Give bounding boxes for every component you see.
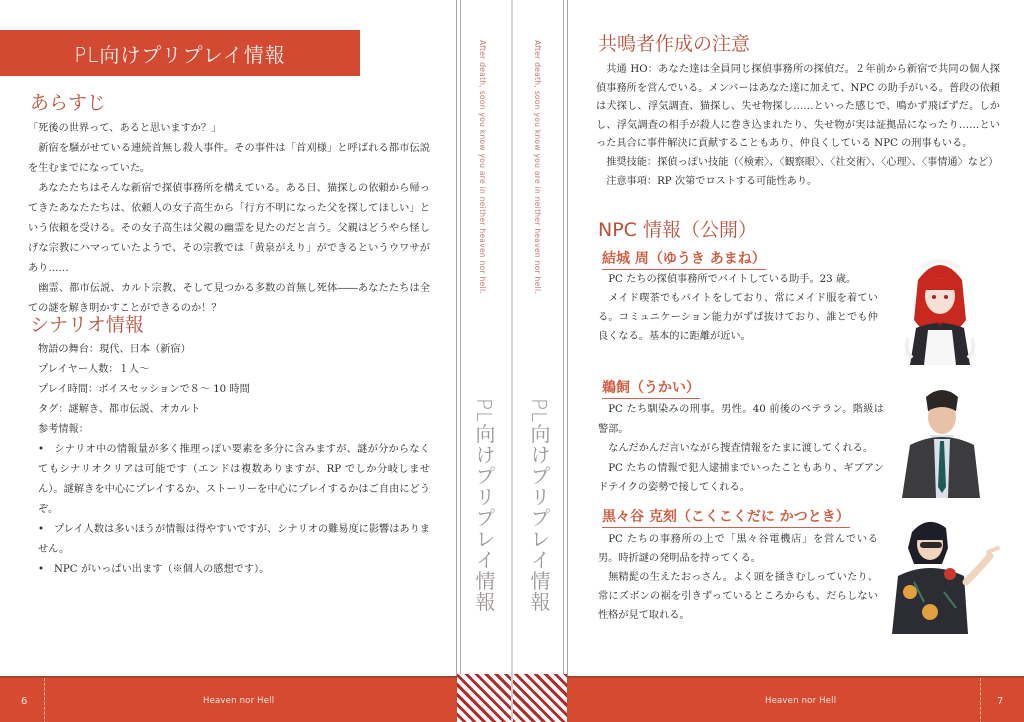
scenario-heading: シナリオ情報 — [30, 314, 144, 336]
bullet-dot-icon: • — [38, 564, 45, 575]
footer-divider — [44, 678, 45, 722]
page-title-bar: PL向けプリプレイ情報 — [0, 30, 360, 76]
detective-man-portrait — [890, 383, 990, 498]
page-gutter-divider — [511, 0, 513, 722]
left-page-number: 6 — [21, 696, 28, 707]
scenario-info — [38, 340, 430, 440]
npc-name-kokukokudani: 黒々谷 克刻（こくこくだに かつとき） — [602, 506, 850, 528]
synopsis-heading: あらすじ — [30, 92, 107, 114]
scenario-play-time: プレイ時間：ボイスセッションで８～ 10 時間 — [38, 384, 250, 395]
scenario-setting: 物語の舞台：現代、日本（新宿） — [38, 344, 191, 355]
spine-title: PL向けプリプレイ情報 — [472, 398, 496, 613]
recommended-skills: 推奨技能：探偵っぽい技能（〈検索〉、〈観察眼〉、〈社交術〉、〈心理〉、〈事情通〉など） — [606, 156, 999, 168]
spine-title: PL向けプリプレイ情報 — [527, 398, 551, 613]
scenario-tags: タグ：謎解き、都市伝説、オカルト — [38, 404, 201, 415]
bullet-item: • NPC がいっぱい出ます（※個人の感想です）。 — [38, 564, 270, 575]
bullet-item: • プレイ人数は多いほうが情報は得やすいですが、シナリオの難易度に影響はありません。 — [38, 524, 430, 555]
investigator-notes-heading: 共鳴者作成の注意 — [598, 33, 751, 55]
caution-notes: 注意事項：RP 次第でロストする可能性あり。 — [606, 175, 818, 187]
right-page-number: 7 — [997, 696, 1004, 707]
npc-name-ukai: 鵜飼（うかい） — [602, 377, 700, 399]
synopsis-paragraph: 新宿を騒がせている連続首無し殺人事件。その事件は「首刈様」と呼ばれる都市伝説を生むまでになっていた。 — [28, 143, 430, 174]
spine-right-panel — [512, 0, 568, 676]
reference-bullet-list — [38, 440, 430, 580]
footer-left-label: Heaven nor Hell — [203, 696, 275, 706]
synopsis-quote: 「死後の世界って、あると思いますか？」 — [28, 123, 222, 134]
aloha-shirt-man-portrait — [884, 512, 1004, 634]
npc-description-kokukokudani: PC たちの事務所の上で「黒々谷電機店」を営んでいる男。時折謎の発明品を持ってくる。 無精髭の生えたおっさん。よく頭を掻きむしっていたり、常にズボンの裾を引きずっているところからも、だらしない性格が見て取れる。 — [598, 534, 878, 621]
npc-section-heading: NPC 情報（公開） — [598, 219, 757, 241]
synopsis-paragraph: あなたたちはそんな新宿で探偵事務所を構えている。ある日、猫探しの依頼から帰ってきたあなたたちは、依頼人の女子高生から「行方不明になった父を探してほしい」という依頼を受ける。その女子高生は父親の幽霊を見たのだと言う。父親はどうやら怪しげな宗教にハマっていたようで、その宗教では「黄泉がえり」ができるというウワサがあり…… — [28, 183, 430, 274]
synopsis-body — [28, 119, 430, 319]
npc-name-yuuki: 結城 周（ゆうき あまね） — [602, 248, 766, 270]
npc-description-yuuki: PC たちの探偵事務所でバイトしている助手。23 歳。 メイド喫茶でもバイトをしており、常にメイド服を着ている。コミュニケーション能力がずば抜けており、誰とでも仲良くなる。基本的に距離が近い。 — [598, 274, 878, 342]
scenario-player-count: プレイヤー人数：１人～ — [38, 364, 150, 375]
left-page — [0, 0, 456, 676]
investigator-notes-body — [596, 61, 1000, 191]
maid-girl-portrait — [890, 250, 990, 365]
right-page — [568, 0, 1024, 676]
spine-tagline: After death, soon you know you are in neither heaven nor hell. — [533, 40, 542, 295]
bullet-dot-icon: • — [38, 524, 45, 535]
spine-left-panel — [456, 0, 512, 676]
footer-right-label: Heaven nor Hell — [765, 696, 837, 706]
npc-description-ukai: PC たち馴染みの刑事。男性。40 前後のベテラン。階級は警部。 なんだかんだ言いながら捜査情報をたまに渡してくれる。 PC たちの情報で犯人逮捕までいったこともあり、ギブアンドテイクの姿勢で接してくれる。 — [598, 404, 884, 493]
synopsis-paragraph: 幽霊、都市伝説、カルト宗教、そして見つかる多数の首無し死体――あなたたちは全ての謎を解き明かすことができるのか！？ — [28, 283, 430, 314]
footer-divider — [980, 678, 981, 722]
bullet-item: • シナリオ中の情報量が多く推理っぽい要素を多分に含みますが、謎が分からなくてもシナリオクリアは可能です（エンドは複数ありますが、RP でしか分岐しません）。謎解きを中心にプレイするか、ストーリーを中心にプレイするかはご自由にどうぞ。 — [38, 444, 430, 515]
bullet-dot-icon: • — [38, 444, 45, 455]
common-handout: 共通 HO：あなた達は全員同じ探偵事務所の探偵だ。２年前から新宿で共同の個人探偵事務所を営んでいる。メンバーはあなた達に加えて、NPC の助手がいる。普段の依頼は犬探し、浮気調査、猫探し、失せ物探し……といった感じで、鳴かず飛ばずだ。しかし、浮気調査の相手が殺人に巻き込まれたり、失せ物が実は証拠品になったり……といった具合に事件解決に貢献することもあり、仲良くしている NPC の刑事もいる。 — [596, 64, 1000, 150]
scenario-reference-label: 参考情報： — [38, 424, 89, 435]
spine-tagline: After death, soon you know you are in neither heaven nor hell. — [478, 40, 487, 295]
